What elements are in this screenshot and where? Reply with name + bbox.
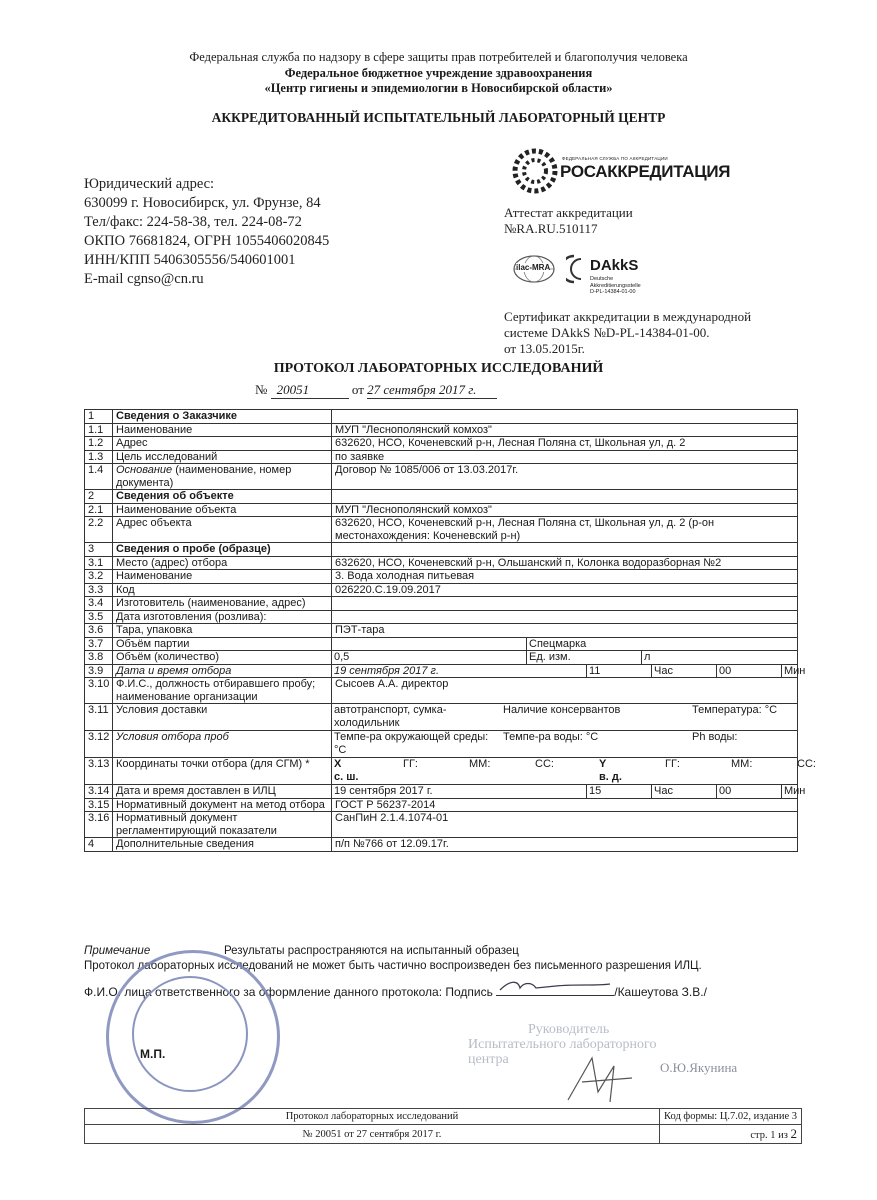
coord-x-min: ММ: <box>469 758 491 770</box>
table-row <box>85 570 798 584</box>
coord-y-sec: СС: <box>797 758 816 770</box>
hour-label: Час <box>652 665 717 678</box>
table-row <box>85 437 798 451</box>
row-label: Наименование <box>113 423 332 437</box>
row-label-rest: (наименование, номер документа) <box>116 464 292 489</box>
row-num: 3.10 <box>85 678 113 704</box>
hour-label: Час <box>652 785 717 798</box>
row-num: 1.1 <box>85 423 113 437</box>
sampling-minute: 00 <box>717 665 782 678</box>
row-label: Объём партии <box>113 637 332 651</box>
row-label: Объём (количество) <box>113 651 332 665</box>
table-row <box>85 758 798 785</box>
signature-icon <box>496 978 614 994</box>
row-value: 632620, НСО, Коченевский р-н, Лесная Поляна ст, Школьная ул, д. 2 (р-он местонахождения: Коченевский р-н) <box>332 517 798 543</box>
row-num: 3.14 <box>85 785 113 799</box>
note-label: Примечание <box>84 945 151 957</box>
delivery-hour: 15 <box>587 785 652 798</box>
row-label: Наименование <box>113 570 332 584</box>
accreditation-attest <box>504 205 633 237</box>
row-label: Условия отбора проб <box>113 731 332 758</box>
row-value: по заявке <box>332 450 798 464</box>
dakks-emblem-icon <box>566 254 592 284</box>
row-label: Цель исследований <box>113 450 332 464</box>
row-value <box>332 651 798 665</box>
row-value: 3. Вода холодная питьевая <box>332 570 798 584</box>
coord-y-label: Y <box>599 758 607 770</box>
temperature-label: Температура: <box>692 704 762 716</box>
delivery-conditions: автотранспорт, сумка-холодильник <box>334 704 447 729</box>
table-row <box>85 651 798 665</box>
dakks-caption-2: Akkreditierungsstelle <box>590 282 641 289</box>
water-temp-label: Темпе-ра воды: <box>503 731 583 743</box>
dakks-caption <box>590 276 641 296</box>
table-row <box>85 503 798 517</box>
table-row <box>85 464 798 490</box>
row-label: Изготовитель (наименование, адрес) <box>113 597 332 611</box>
protocol-table <box>84 409 816 852</box>
coord-y <box>597 758 663 784</box>
table-row <box>85 704 798 731</box>
row-label: Дополнительные сведения <box>113 838 332 852</box>
ilac-text: ilac-MRA <box>516 263 551 272</box>
row-value: МУП "Леснополянский комхоз" <box>332 503 798 517</box>
reproduction-notice: Протокол лабораторных исследований не может быть частично воспроизведен без письменного разрешения ИЛЦ. <box>84 960 702 972</box>
row-value: СанПиН 2.1.4.1074-01 <box>332 812 798 838</box>
row-value <box>332 410 798 424</box>
table-row <box>85 785 798 799</box>
protocol-from-label: от <box>351 382 364 397</box>
row-value: Договор № 1085/006 от 13.03.2017г. <box>332 464 798 490</box>
coord-y-deg: ГГ: <box>665 758 680 770</box>
row-label: Тара, упаковка <box>113 624 332 638</box>
head-name: О.Ю.Якунина <box>660 1060 738 1075</box>
row-label: Место (адрес) отбора <box>113 556 332 570</box>
row-num: 2 <box>85 490 113 504</box>
row-num: 1.3 <box>85 450 113 464</box>
preservatives-label: Наличие консервантов <box>503 704 621 716</box>
ph-label: Ph воды: <box>692 731 738 743</box>
row-value: 026220.С.19.09.2017 <box>332 583 798 597</box>
page-footer <box>84 1108 802 1144</box>
coord-x <box>332 758 401 784</box>
row-label: Ф.И.С., должность отбиравшего пробу; наименование организации <box>113 678 332 704</box>
row-num: 1.4 <box>85 464 113 490</box>
row-num: 3.13 <box>85 758 113 785</box>
special-mark: Спецмарка <box>527 638 798 651</box>
head-title-2: Испытательного лабораторного <box>468 1037 657 1052</box>
row-value <box>332 610 798 624</box>
table-row <box>85 664 798 678</box>
accreditation-emblem-icon <box>512 148 558 194</box>
section-title: Сведения о пробе (образце) <box>113 543 332 557</box>
dakks-logo <box>566 254 686 300</box>
row-num: 3.12 <box>85 731 113 758</box>
ambient-temp-unit: °С <box>334 743 347 756</box>
row-value <box>332 785 806 799</box>
ambient-temp <box>332 731 501 757</box>
row-num: 3.5 <box>85 610 113 624</box>
row-num: 3.7 <box>85 637 113 651</box>
footer-form-code: Код формы: Ц.7.02, издание 3 <box>660 1109 802 1125</box>
row-value <box>332 731 798 758</box>
protocol-no-label: № <box>255 382 268 397</box>
row-label: Координаты точки отбора (для СГМ) * <box>113 758 332 785</box>
header-center: «Центр гигиены и эпидемиологии в Новосибирской области» <box>264 81 613 95</box>
section-title: Сведения об объекте <box>113 490 332 504</box>
attest-label: Аттестат аккредитации <box>504 205 633 220</box>
protocol-number: 20051 <box>271 382 349 399</box>
row-num: 1 <box>85 410 113 424</box>
row-label <box>113 464 332 490</box>
logo-small-caption: ФЕДЕРАЛЬНАЯ СЛУЖБА ПО АККРЕДИТАЦИИ <box>562 156 668 161</box>
row-num: 3.4 <box>85 597 113 611</box>
table-row <box>85 556 798 570</box>
coord-x-sec: СС: <box>535 758 554 770</box>
water-temp <box>501 731 690 757</box>
table-row <box>85 624 798 638</box>
row-value <box>332 543 798 557</box>
dakks-caption-3: D-PL-14384-01-00 <box>590 289 636 295</box>
row-num: 3.9 <box>85 664 113 678</box>
protocol-number-line <box>255 382 555 399</box>
note-text: Результаты распространяются на испытанный образец <box>224 945 519 957</box>
row-num: 3.2 <box>85 570 113 584</box>
dakks-certificate <box>504 309 751 357</box>
legal-address-block <box>84 175 424 289</box>
table-row <box>85 517 798 543</box>
row-num: 4 <box>85 838 113 852</box>
row-label-italic: Основание <box>116 464 173 476</box>
water-temp-unit: °С <box>585 731 599 743</box>
attest-number: №RA.RU.510117 <box>504 221 598 236</box>
coord-y-unit: в. д. <box>599 770 622 783</box>
mp-label: М.П. <box>140 1047 166 1061</box>
volume-value <box>332 638 527 651</box>
footer-doc-type: Протокол лабораторных исследований <box>85 1109 660 1125</box>
table-row <box>85 637 798 651</box>
row-value <box>332 637 798 651</box>
page-label: стр. 1 из <box>750 1130 788 1141</box>
address-okpo: ОКПО 76681824, ОГРН 1055406020845 <box>84 233 330 249</box>
row-label: Дата и время отбора <box>113 664 332 678</box>
official-stamp-inner-icon <box>132 976 248 1092</box>
row-label: Адрес объекта <box>113 517 332 543</box>
head-title-3: центра <box>468 1052 509 1067</box>
dakks-caption-1: Deutsche <box>590 276 614 282</box>
row-label: Условия доставки <box>113 704 332 731</box>
row-num: 3.1 <box>85 556 113 570</box>
logo-text: РОСАККРЕДИТАЦИЯ <box>560 162 731 181</box>
row-num: 1.2 <box>85 437 113 451</box>
section-title: Сведения о Заказчике <box>113 410 332 424</box>
row-value: ПЭТ-тара <box>332 624 798 638</box>
footer-protocol-number: № 20051 от 27 сентября 2017 г. <box>85 1125 660 1144</box>
row-num: 3.8 <box>85 651 113 665</box>
address-street: 630099 г. Новосибирск, ул. Фрунзе, 84 <box>84 195 321 211</box>
table-row <box>85 583 798 597</box>
row-value: Сысоев А.А. директор <box>332 678 798 704</box>
row-value: 632620, НСО, Коченевский р-н, Лесная Поляна ст, Школьная ул, д. 2 <box>332 437 798 451</box>
protocol-date: 27 сентября 2017 г. <box>367 382 497 399</box>
head-title-1: Руководитель <box>528 1022 610 1037</box>
ilac-logo <box>512 254 556 284</box>
cert-line-1: Сертификат аккредитации в международной <box>504 309 752 324</box>
header-lab-title: АККРЕДИТОВАННЫЙ ИСПЫТАТЕЛЬНЫЙ ЛАБОРАТОРНЫЙ ЦЕНТР <box>211 110 666 125</box>
row-num: 3.16 <box>85 812 113 838</box>
row-value <box>332 490 798 504</box>
coord-x-deg: ГГ: <box>403 758 418 770</box>
signature-line <box>496 983 614 996</box>
unit-value: л <box>642 651 798 664</box>
rosakkreditatsiya-logo <box>512 148 731 196</box>
quantity-value: 0,5 <box>334 651 350 663</box>
row-value <box>332 704 798 731</box>
address-inn: ИНН/КПП 5406305556/540601001 <box>84 252 296 268</box>
table-row <box>85 543 798 557</box>
address-label: Юридический адрес: <box>84 176 215 192</box>
address-email: E-mail cgnso@cn.ru <box>84 271 204 287</box>
row-value: ГОСТ Р 56237-2014 <box>332 798 798 812</box>
minute-label: Мин <box>782 785 798 798</box>
row-value <box>332 758 816 785</box>
protocol-title: ПРОТОКОЛ ЛАБОРАТОРНЫХ ИССЛЕДОВАНИЙ <box>273 361 604 376</box>
row-num: 3 <box>85 543 113 557</box>
table-row <box>85 838 798 852</box>
cert-line-3: от 13.05.2015г. <box>504 341 585 356</box>
row-num: 2.1 <box>85 503 113 517</box>
page-total: 2 <box>790 1126 797 1141</box>
cert-line-2: системе DAkkS №D-PL-14384-01-00. <box>504 325 710 340</box>
row-num: 2.2 <box>85 517 113 543</box>
row-label: Дата и время доставлен в ИЛЦ <box>113 785 332 799</box>
row-value: МУП "Леснополянский комхоз" <box>332 423 798 437</box>
coord-x-unit: с. ш. <box>334 770 359 783</box>
responsible-name: /Кашеутова З.В./ <box>614 985 707 999</box>
minute-label: Мин <box>782 665 798 678</box>
responsible-label: Ф.И.О. лица ответственного за оформление данного протокола: Подпись <box>84 985 493 999</box>
row-label: Наименование объекта <box>113 503 332 517</box>
row-value: п/п №766 от 12.09.17г. <box>332 838 798 852</box>
row-value <box>332 664 806 678</box>
header-agency: Федеральная служба по надзору в сфере защиты прав потребителей и благополучия человека <box>189 50 688 64</box>
coord-x-label: Х <box>334 758 342 770</box>
address-phone: Тел/факс: 224-58-38, тел. 224-08-72 <box>84 214 302 230</box>
row-num: 3.11 <box>85 704 113 731</box>
table-row <box>85 450 798 464</box>
table-row <box>85 731 798 758</box>
sampling-hour: 11 <box>587 665 652 678</box>
row-label: Нормативный документ на метод отбора <box>113 798 332 812</box>
ambient-temp-label: Темпе-ра окружающей среды: <box>334 731 489 743</box>
temperature <box>690 704 797 730</box>
table-row <box>85 423 798 437</box>
coord-y-min: ММ: <box>731 758 753 770</box>
header-institution: Федеральное бюджетное учреждение здравоохранения <box>284 66 593 80</box>
table-row <box>85 490 798 504</box>
delivery-minute: 00 <box>717 785 782 798</box>
table-row <box>85 812 798 838</box>
row-num: 3.15 <box>85 798 113 812</box>
row-label: Нормативный документ регламентирующий показатели <box>113 812 332 838</box>
table-row <box>85 410 798 424</box>
row-num: 3.6 <box>85 624 113 638</box>
temperature-unit: °С <box>764 704 778 716</box>
row-label: Адрес <box>113 437 332 451</box>
row-num: 3.3 <box>85 583 113 597</box>
head-signature-icon <box>562 1052 642 1106</box>
unit-label: Ед. изм. <box>527 651 642 664</box>
row-value <box>332 597 798 611</box>
row-value: 632620, НСО, Коченевский р-н, Ольшанский п, Колонка водоразборная №2 <box>332 556 798 570</box>
dakks-text: DAkkS <box>590 257 639 274</box>
sampling-date: 19 сентября 2017 г. <box>334 664 439 677</box>
footer-page <box>660 1125 802 1144</box>
table-row <box>85 798 798 812</box>
table-row <box>85 678 798 704</box>
row-label: Дата изготовления (розлива): <box>113 610 332 624</box>
table-row <box>85 610 798 624</box>
delivery-date: 19 сентября 2017 г. <box>334 785 433 797</box>
table-row <box>85 597 798 611</box>
row-label: Код <box>113 583 332 597</box>
